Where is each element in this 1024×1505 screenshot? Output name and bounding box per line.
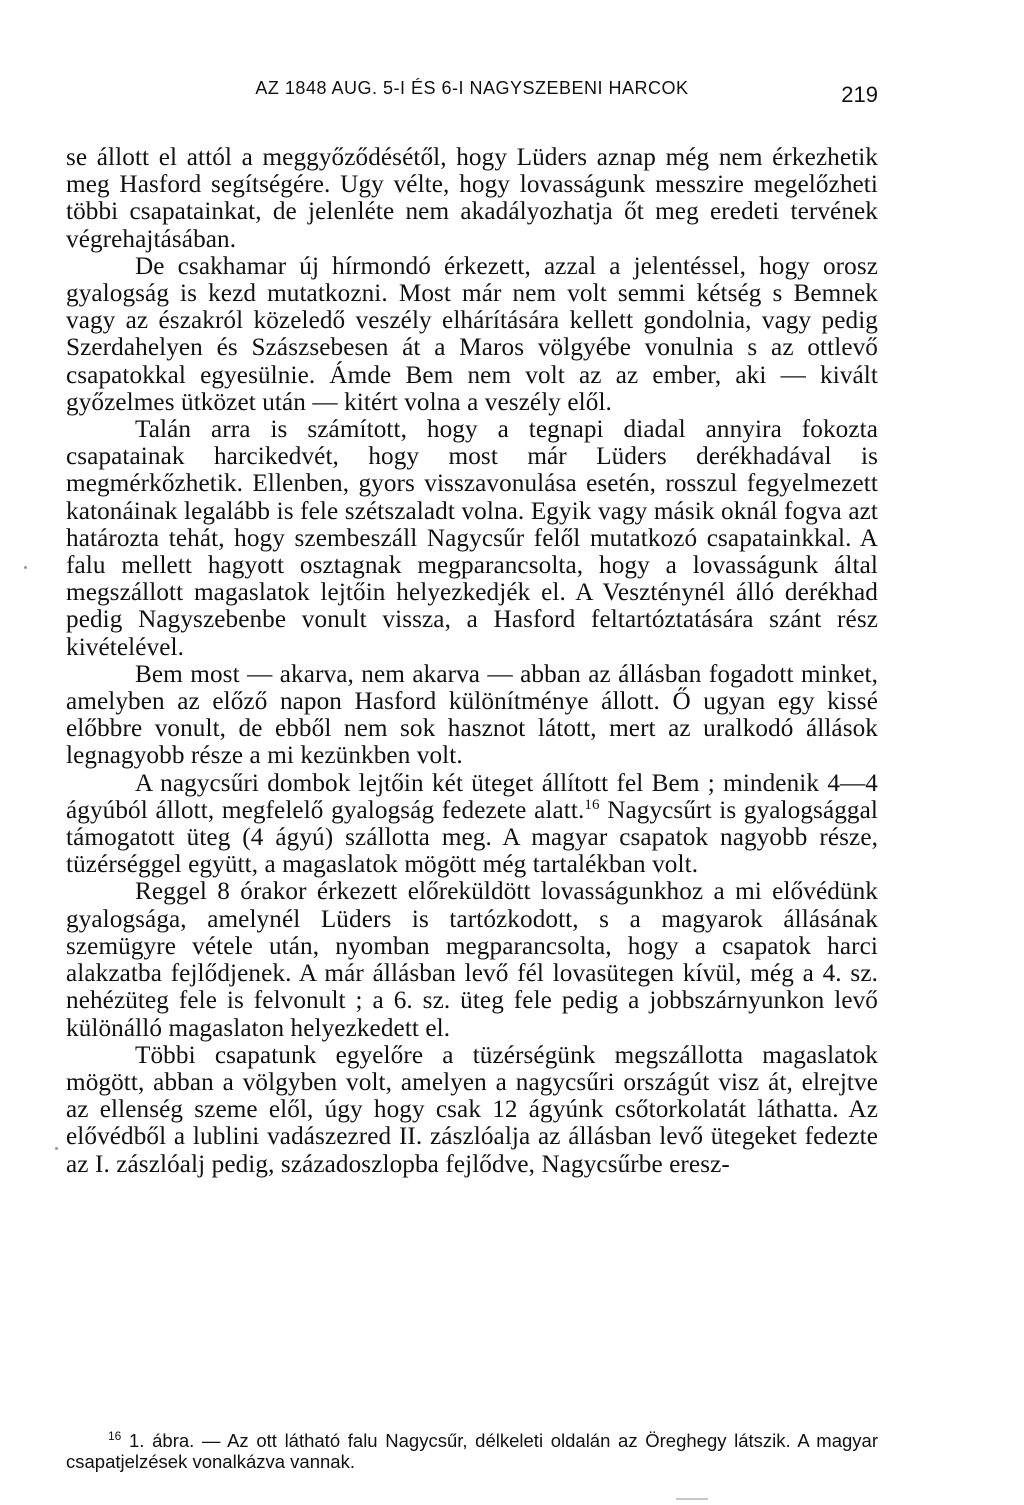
running-title: AZ 1848 AUG. 5-I ÉS 6-I NAGYSZEBENI HARCOK — [255, 78, 689, 98]
main-text — [66, 144, 878, 1178]
paragraph-2: De csakhamar új hírmondó érkezett, azzal a jelentéssel, hogy orosz gyalogság is kezd mutatkozni. Most már nem volt semmi kétség s Bemnek vagy az északról közeledő veszély elhárítására kellett gondolnia, vagy pedig Szerdahelyen és Szászsebesen át a Maros völgyébe vonulnia s az ottlevő csapatokkal egyesülnie. Ámde Bem nem volt az az ember, aki — kivált győzelmes ütközet után — kitért volna a veszély elől. — [66, 252, 878, 416]
paragraph-7: Többi csapatunk egyelőre a tüzérségünk megszállotta magaslatok mögött, abban a völgyben volt, amelyen a nagycsűri országút visz át, elrejtve az ellenség szeme elől, úgy hogy csak 12 ágyúnk csőtorkolatát láthatta. Az elővédből a lublini vadászezred II. zászlóalja az állásban levő ütegeket fedezte az I. zászlóalj pedig, századoszlopba fejlődve, Nagycsűrbe eresz- — [66, 1041, 878, 1178]
paper-speck — [55, 1147, 58, 1150]
paragraph-4: Bem most — akarva, nem akarva — abban az állásban fogadott minket, amelyben az előző napon Hasford különítménye állott. Ő ugyan egy kissé előbbre vonult, de ebből nem sok hasznot látott, mert az uralkodó állások legnagyobb része a mi kezünkben volt. — [66, 660, 878, 770]
paragraph-5-part-2: Nagycsűrt is gyalogsággal támogatott üteg (4 ágyú) szállotta meg. A magyar csapatok nagyobb része, tüzérséggel együtt, a magaslatok mögött még tartalékban volt. — [66, 796, 878, 879]
footnote-reference: 16 — [584, 796, 600, 813]
paragraph-1: se állott el attól a meggyőződésétől, hogy Lüders aznap még nem érkezhetik meg Hasford segítségére. Ugy vélte, hogy lovasságunk messzire megelőzheti többi csapatainkat, de jelenléte nem akadályozhatja őt meg eredeti tervének végrehajtásában. — [66, 144, 878, 253]
paragraph-5-part-1: A nagycsűri dombok lejtőin két üteget állított fel Bem ; mindenik 4—4 ágyúból állott, megfelelő gyalogság fedezete alatt. — [66, 769, 878, 824]
paragraph-6: Reggel 8 órakor érkezett előreküldött lovasságunkhoz a mi elővédünk gyalogsága, amelynél Lüders is tartózkodott, s a magyarok állásának szemügyre vétele után, nyomban megparancsolta, hogy a csapatok harci alakzatba fejlődjenek. A már állásban levő fél lovasütegen kívül, még a 4. sz. nehézüteg fele is felvonult ; a 6. sz. üteg fele pedig a jobbszárnyunkon levő különálló magaslaton helyezkedett el. — [66, 878, 878, 1042]
footnote-number: 16 — [108, 1429, 122, 1443]
print-mark — [676, 1498, 708, 1500]
paragraph-3: Talán arra is számított, hogy a tegnapi diadal annyira fokozta csapatainak harcikedvét, hogy most már Lüders derékhadával is megmérkőzhetik. Ellenben, gyors visszavonulása esetén, rosszul fegyelmezett katonáinak legalább is fele szétszaladt volna. Egyik vagy másik oknál fogva azt határozta tehát, hogy szembeszáll Nagycsűr felől mutatkozó csapatainkkal. A falu mellett hagyott osztagnak megparancsolta, hogy a lovasságunk által megszállott magaslatok lejtőin helyezkedjék el. A Veszténynél álló derékhad pedig Nagyszebenbe vonult vissza, a Hasford feltartóztatására szánt rész kivételével. — [66, 416, 878, 661]
running-head — [66, 76, 878, 106]
footnote-text: 1. ábra. — Az ott látható falu Nagycsűr, délkeleti oldalán az Öreghegy látszik. A magyar csapatjelzések vonalkázva vannak. — [66, 1430, 878, 1472]
paper-speck — [24, 566, 27, 569]
paragraph-5 — [66, 770, 878, 879]
page-number: 219 — [841, 82, 878, 107]
footnote — [66, 1430, 878, 1472]
